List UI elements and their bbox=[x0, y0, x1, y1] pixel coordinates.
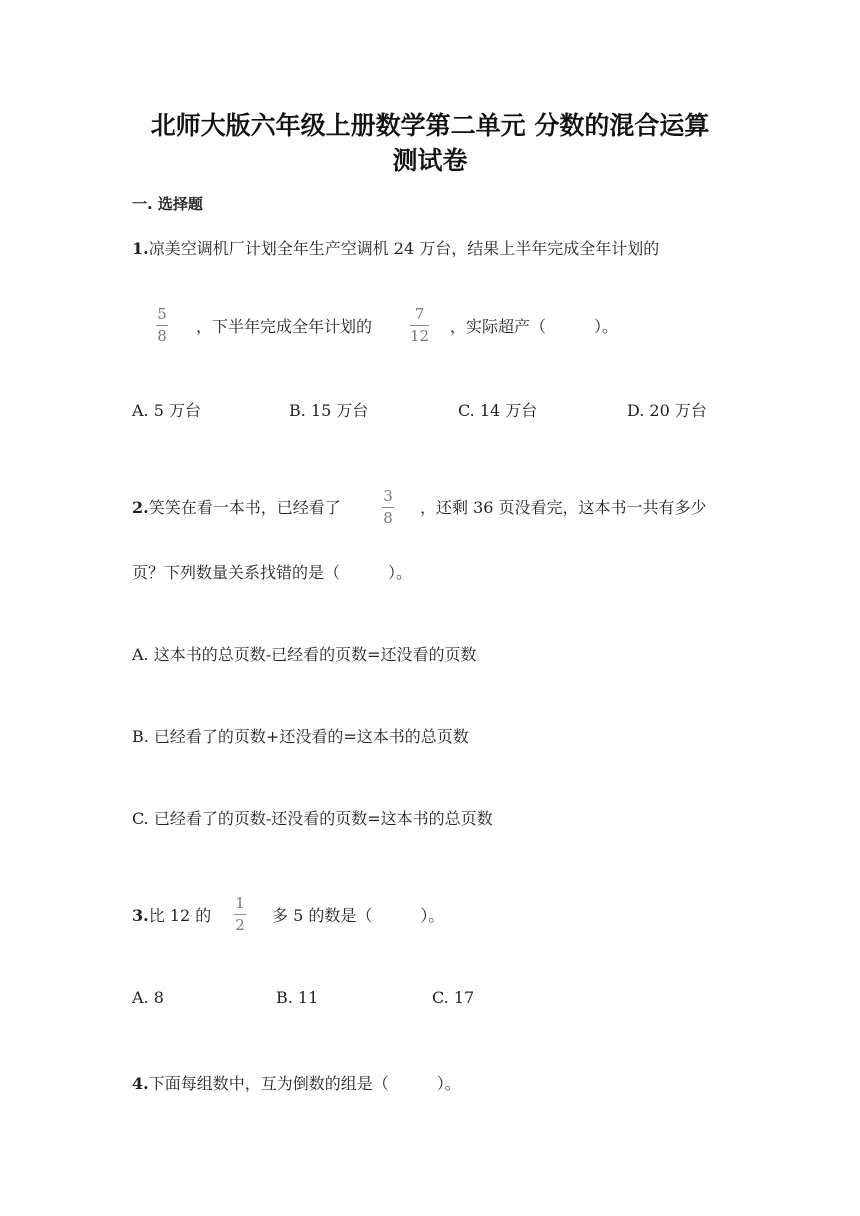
question-2-text-cont: ，还剩 36 页没看完，这本书一共有多少 bbox=[420, 498, 707, 517]
question-1-option-d[interactable]: D. 20 万台 bbox=[627, 401, 707, 420]
question-4-line1 bbox=[132, 1071, 461, 1094]
fraction-denominator: 12 bbox=[410, 327, 430, 345]
question-2-option-b[interactable]: B. 已经看了的页数+还没看的=这本书的总页数 bbox=[132, 727, 469, 746]
question-2-line1 bbox=[132, 495, 341, 518]
question-2-option-a[interactable]: A. 这本书的总页数-已经看的页数=还没看的页数 bbox=[132, 645, 477, 664]
question-1-option-a[interactable]: A. 5 万台 bbox=[132, 401, 201, 420]
page-title: 北师大版六年级上册数学第二单元 分数的混合运算 bbox=[150, 111, 710, 140]
question-3-number: 3. bbox=[132, 906, 149, 925]
question-1-number: 1. bbox=[132, 239, 149, 258]
fraction-5-8 bbox=[156, 307, 168, 344]
fraction-numerator: 1 bbox=[235, 894, 245, 912]
fraction-numerator: 3 bbox=[383, 487, 393, 505]
fraction-3-8 bbox=[382, 489, 394, 526]
page-title-line2: 测试卷 bbox=[392, 146, 468, 175]
question-1-text: 凉美空调机厂计划全年生产空调机 24 万台，结果上半年完成全年计划的 bbox=[148, 239, 660, 258]
fraction-denominator: 2 bbox=[235, 916, 245, 934]
question-3-text: 比 12 的 bbox=[148, 906, 212, 925]
question-2-number: 2. bbox=[132, 498, 149, 517]
question-3-text-cont: 多 5 的数是（ ）。 bbox=[272, 906, 445, 925]
question-3-option-a[interactable]: A. 8 bbox=[132, 988, 164, 1007]
question-2-option-c[interactable]: C. 已经看了的页数-还没看的页数=这本书的总页数 bbox=[132, 809, 493, 828]
question-3-option-c[interactable]: C. 17 bbox=[432, 988, 475, 1007]
question-2-line2: 页？下列数量关系找错的是（ ）。 bbox=[132, 563, 413, 582]
question-3-line1 bbox=[132, 903, 211, 926]
question-1-mid-text: ，下半年完成全年计划的 bbox=[196, 317, 373, 336]
fraction-denominator: 8 bbox=[383, 509, 393, 527]
question-1-option-c[interactable]: C. 14 万台 bbox=[458, 401, 538, 420]
question-4-text: 下面每组数中，互为倒数的组是（ ）。 bbox=[148, 1074, 461, 1093]
question-4-number: 4. bbox=[132, 1074, 149, 1093]
fraction-numerator: 7 bbox=[414, 305, 425, 323]
question-1-option-b[interactable]: B. 15 万台 bbox=[289, 401, 369, 420]
question-3-option-b[interactable]: B. 11 bbox=[276, 988, 319, 1007]
fraction-denominator: 8 bbox=[157, 327, 167, 345]
question-1-end-text: ，实际超产（ ）。 bbox=[450, 317, 619, 336]
fraction-7-12 bbox=[410, 307, 429, 344]
question-1-line1 bbox=[132, 236, 659, 259]
question-2-text: 笑笑在看一本书，已经看了 bbox=[148, 498, 341, 517]
section-heading: 一. 选择题 bbox=[132, 195, 203, 213]
fraction-numerator: 5 bbox=[157, 305, 167, 323]
fraction-1-2 bbox=[234, 896, 246, 933]
